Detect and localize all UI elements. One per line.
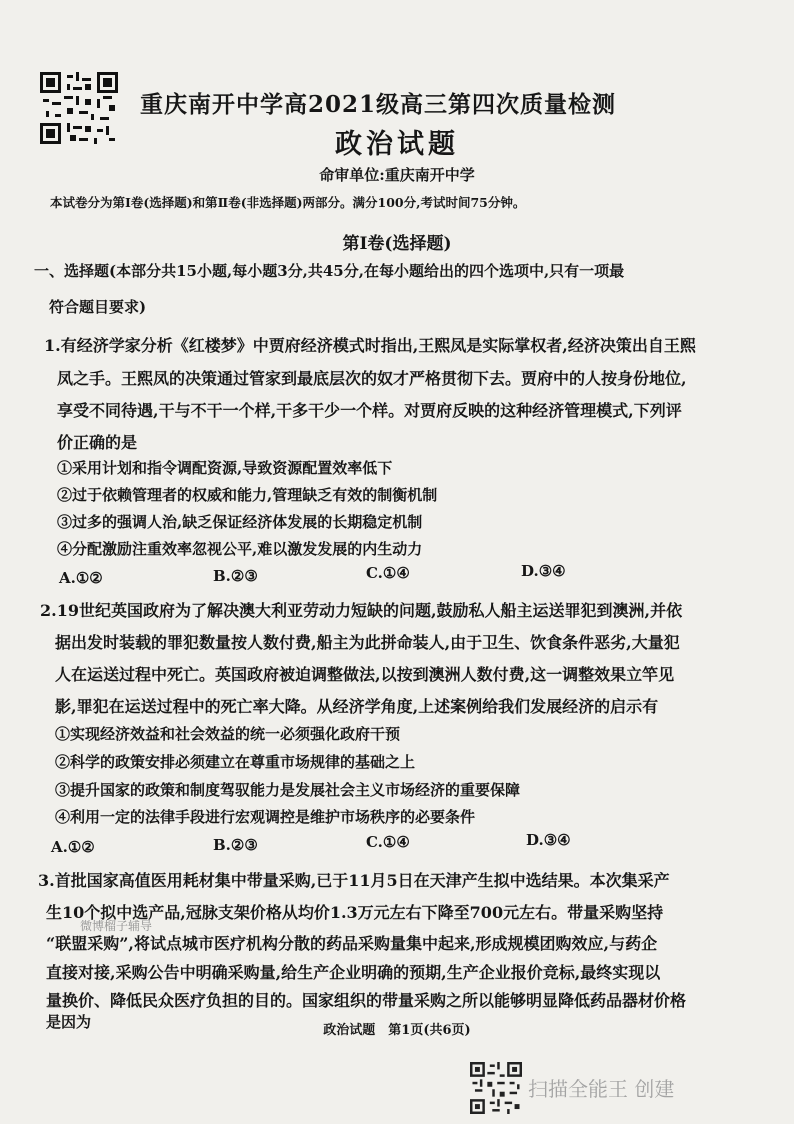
question-1-option: ③过多的强调人治,缺乏保证经济体发展的长期稳定机制 <box>57 513 423 531</box>
question-1-option: ④分配激励注重效率忽视公平,难以激发发展的内生动力 <box>57 540 423 558</box>
question-2-stem-line: 影,罪犯在运送过程中的死亡率大降。从经济学角度,上述案例给我们发展经济的启示有 <box>55 697 659 716</box>
page-footer: 政治试题 第1页(共6页) <box>323 1023 471 1038</box>
question-1-stem-line: 凤之手。王熙凤的决策通过管家到最底层次的奴才严格贯彻下去。贾府中的人按身份地位, <box>57 369 687 388</box>
question-1-option: ②过于依赖管理者的权威和能力,管理缺乏有效的制衡机制 <box>57 486 438 504</box>
question-2-option: ④利用一定的法律手段进行宏观调控是维护市场秩序的必要条件 <box>55 808 476 826</box>
question-2-choice-d: D.③④ <box>526 831 571 849</box>
question-2-choice-c: C.①④ <box>366 833 410 851</box>
question-1-choice-a: A.①② <box>59 569 103 587</box>
question-2-option: ①实现经济效益和社会效益的统一必须强化政府干预 <box>55 725 401 743</box>
question-1-stem-line: 价正确的是 <box>57 433 138 452</box>
question-1-choice-d: D.③④ <box>521 562 566 580</box>
question-1-stem-line: 1.有经济学家分析《红楼梦》中贾府经济模式时指出,王熙凤是实际掌权者,经济决策出自王熙 <box>44 336 696 355</box>
section-title: 第Ⅰ卷(选择题) <box>342 234 452 254</box>
question-2-option: ②科学的政策安排必须建立在尊重市场规律的基础之上 <box>55 753 416 771</box>
question-3-stem-line: 生10个拟中选产品,冠脉支架价格从均价1.3万元左右下降至700元左右。带量采购坚持 <box>46 903 664 922</box>
question-1-choice-b: B.②③ <box>213 567 258 585</box>
section-heading-line: 一、选择题(本部分共15小题,每小题3分,共45分,在每小题给出的四个选项中,只有一项最 <box>34 262 625 280</box>
question-3-stem-line: 是因为 <box>46 1013 92 1031</box>
question-2-option: ③提升国家的政策和制度驾驭能力是发展社会主义市场经济的重要保障 <box>55 781 521 799</box>
qr-code-icon <box>470 1062 522 1114</box>
question-1-stem-line: 享受不同待遇,干与不干一个样,干多干少一个样。对贾府反映的这种经济管理模式,下列评 <box>57 401 682 420</box>
exam-instructions: 本试卷分为第Ⅰ卷(选择题)和第Ⅱ卷(非选择题)两部分。满分100分,考试时间75分钟。 <box>50 195 526 210</box>
question-2-choice-a: A.①② <box>51 838 95 856</box>
question-3-stem-line: 直接对接,采购公告中明确采购量,给生产企业明确的预期,生产企业报价竞标,最终实现以 <box>46 963 661 982</box>
question-2-stem-line: 据出发时装载的罪犯数量按人数付费,船主为此拼命装人,由于卫生、饮食条件恶劣,大量犯 <box>55 633 680 652</box>
question-1-option: ①采用计划和指令调配资源,导致资源配置效率低下 <box>57 459 393 477</box>
question-1-choice-c: C.①④ <box>366 564 410 582</box>
question-3-stem-line: 3.首批国家高值医用耗材集中带量采购,已于11月5日在天津产生拟中选结果。本次集采产 <box>38 871 670 890</box>
scanner-brand-text: 扫描全能王 创建 <box>528 1077 675 1101</box>
exam-title: 重庆南开中学高2021级高三第四次质量检测 <box>140 91 617 118</box>
subject-title: 政治试题 <box>335 129 459 160</box>
watermark: 微博榴子辅导 <box>80 919 153 933</box>
question-2-stem-line: 2.19世纪英国政府为了解决澳大利亚劳动力短缺的问题,鼓励私人船主运送罪犯到澳洲,并依 <box>40 601 683 620</box>
question-2-stem-line: 人在运送过程中死亡。英国政府被迫调整做法,以按到澳洲人数付费,这一调整效果立竿见 <box>55 665 675 684</box>
issuing-unit: 命审单位:重庆南开中学 <box>319 166 475 184</box>
question-3-stem-line: “联盟采购”,将试点城市医疗机构分散的药品采购量集中起来,形成规模团购效应,与药企 <box>46 934 658 953</box>
question-2-choice-b: B.②③ <box>213 836 258 854</box>
section-heading-line: 符合题目要求) <box>49 298 147 316</box>
question-3-stem-line: 量换价、降低民众医疗负担的目的。国家组织的带量采购之所以能够明显降低药品器材价格 <box>46 991 687 1010</box>
